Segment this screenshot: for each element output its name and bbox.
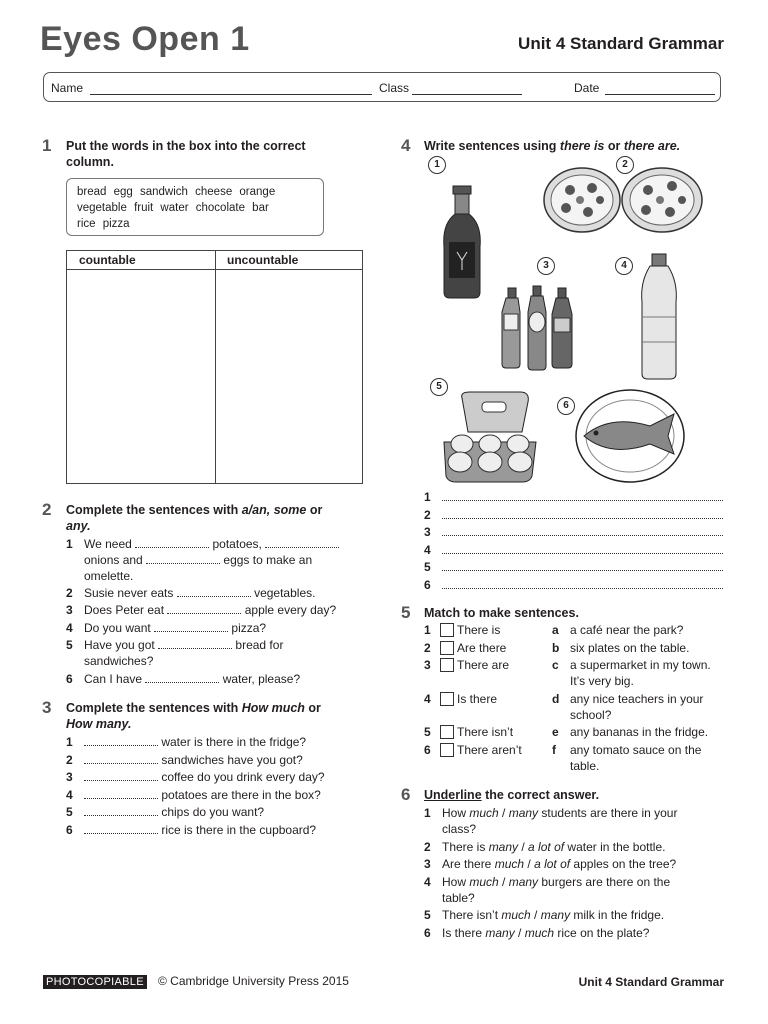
answer-option[interactable]: a lot of	[528, 839, 565, 854]
picture-number: 6	[557, 397, 575, 415]
answer-blank[interactable]	[146, 552, 220, 564]
answer-line[interactable]	[442, 542, 723, 554]
answer-option[interactable]: many	[540, 908, 571, 922]
answer-line[interactable]	[442, 489, 723, 501]
sentence-end: six plates on the table.	[570, 641, 690, 655]
answer-option[interactable]: much	[469, 874, 499, 889]
sentence-end: any bananas in the fridge.	[570, 725, 709, 739]
date-label: Date	[574, 81, 600, 95]
uncountable-header: uncountable	[227, 253, 299, 267]
s6-item: 6 Is there many / much rice on the plate?	[424, 925, 650, 940]
word-box-line: rice pizza	[77, 218, 130, 230]
answer-option[interactable]: a lot of	[534, 857, 571, 871]
s4-answer-row	[424, 542, 724, 560]
section-6-title: Underline the correct answer.	[424, 788, 600, 802]
s4-answer-row	[424, 524, 724, 542]
sentence-end: any tomato sauce on the table.	[570, 743, 702, 773]
line-number: 5	[424, 560, 431, 574]
unit-heading: Unit 4 Standard Grammar	[518, 34, 724, 53]
answer-line[interactable]	[442, 524, 723, 536]
answer-blank[interactable]	[158, 637, 232, 649]
s4-answer-row	[424, 507, 724, 525]
sentence-start: There are	[457, 658, 510, 672]
s4-answer-row	[424, 577, 724, 595]
answer-blank[interactable]	[84, 822, 158, 834]
answer-option[interactable]: much	[494, 857, 525, 871]
pizza-illustration	[544, 168, 620, 232]
food-illustrations	[420, 152, 720, 492]
line-number: 1	[424, 490, 431, 504]
countable-column[interactable]	[67, 270, 215, 484]
section-5-number: 5	[401, 603, 411, 622]
uncountable-column[interactable]	[216, 270, 363, 484]
section-5-title: Match to make sentences.	[424, 606, 579, 620]
section-3-list	[66, 734, 366, 840]
s2-item: 3 Does Peter eat apple every day?	[66, 603, 337, 617]
s4-answer-row	[424, 559, 724, 577]
option-letter: e	[552, 725, 559, 739]
section-4-number: 4	[401, 136, 411, 155]
item-text: sandwiches have you got?	[161, 752, 303, 767]
item-text: coffee do you drink every day?	[161, 770, 325, 785]
picture-number: 4	[615, 257, 633, 275]
s2-item: 6 Can I have water, please?	[66, 672, 301, 686]
answer-option[interactable]: many	[508, 874, 539, 889]
section-2-title: Complete the sentences with a/an, some or any.	[66, 503, 323, 533]
s3-item	[66, 822, 366, 840]
item-text: potatoes are there in the box?	[161, 787, 321, 802]
item-number: 4	[66, 787, 73, 802]
item-number: 6	[424, 925, 431, 940]
sentence-start: There isn’t	[457, 725, 514, 739]
section-6-list	[424, 805, 724, 942]
sentence-start: There aren’t	[457, 743, 522, 757]
class-field[interactable]	[412, 94, 522, 95]
s6-item: 2 There is many / a lot of water in the bottle.	[424, 839, 666, 854]
answer-option[interactable]: many	[485, 925, 515, 940]
answer-checkbox[interactable]	[440, 623, 454, 637]
item-text: water is there in the fridge?	[161, 735, 307, 749]
item-number: 4	[424, 874, 431, 889]
sentence-start: There is	[457, 623, 501, 637]
item-number: 5	[424, 725, 431, 739]
answer-blank[interactable]	[84, 752, 158, 764]
answer-checkbox[interactable]	[440, 692, 454, 706]
answer-blank[interactable]	[84, 804, 158, 816]
section-1-title: Put the words in the box into the correct column.	[66, 139, 306, 169]
item-text: chips do you want?	[161, 805, 265, 820]
name-field[interactable]	[90, 94, 372, 95]
pizza-illustration	[622, 168, 702, 232]
s3-item	[66, 734, 366, 752]
answer-option[interactable]: much	[524, 925, 555, 940]
answer-option[interactable]: many	[508, 806, 539, 820]
section-6-number: 6	[401, 785, 411, 804]
fish-on-plate-illustration	[576, 390, 684, 482]
s3-item	[66, 752, 366, 770]
item-number: 6	[424, 743, 431, 757]
sentence-start: Are there	[457, 641, 507, 655]
item-number: 5	[66, 805, 73, 820]
answer-line[interactable]	[442, 507, 723, 519]
egg-carton-illustration	[444, 392, 536, 482]
line-number: 2	[424, 507, 431, 522]
s2-item: 2 Susie never eats vegetables.	[66, 586, 316, 600]
answer-checkbox[interactable]	[440, 658, 454, 672]
s6-item: 5 There isn’t much / many milk in the fridge.	[424, 908, 665, 922]
name-label: Name	[51, 81, 84, 95]
word-box	[66, 178, 324, 236]
s2-item: 1 We need potatoes, onions and eggs to make an omelette.	[66, 536, 366, 584]
item-number: 1	[424, 623, 431, 637]
item-number: 4	[424, 692, 431, 706]
item-number: 3	[424, 658, 431, 672]
answer-blank[interactable]	[145, 671, 219, 683]
s3-item	[66, 787, 366, 805]
option-letter: c	[552, 658, 559, 672]
answer-line[interactable]	[442, 577, 723, 589]
s6-item: 1 How much / many students are there in your class?	[424, 806, 678, 836]
item-number: 1	[424, 806, 431, 820]
footer-unit-label: Unit 4 Standard Grammar	[578, 975, 724, 989]
option-letter: a	[552, 623, 559, 637]
worksheet-title: Eyes Open 1	[40, 20, 250, 58]
answer-blank[interactable]	[265, 536, 339, 548]
picture-number: 3	[537, 257, 555, 275]
item-number: 3	[66, 770, 73, 785]
answer-blank[interactable]	[84, 787, 158, 799]
section-1-number: 1	[42, 136, 52, 155]
answer-checkbox[interactable]	[440, 725, 454, 739]
s6-item: 3 Are there much / a lot of apples on the tree?	[424, 857, 677, 871]
item-number: 2	[424, 839, 431, 854]
answer-checkbox[interactable]	[440, 743, 454, 757]
answer-option[interactable]: much	[469, 806, 499, 820]
answer-line[interactable]	[442, 559, 723, 571]
word-box-line: bread egg sandwich cheese orange	[77, 186, 276, 198]
picture-number: 2	[616, 156, 634, 174]
answer-blank[interactable]	[177, 585, 251, 597]
sentence-end: a café near the park?	[570, 623, 684, 637]
item-number: 2	[424, 641, 431, 655]
class-label: Class	[379, 81, 410, 95]
countable-header: countable	[79, 253, 136, 267]
item-number: 2	[66, 752, 73, 767]
date-field[interactable]	[605, 94, 715, 95]
item-number: 1	[66, 735, 73, 749]
sentence-end: any nice teachers in your school?	[570, 692, 704, 722]
answer-blank[interactable]	[84, 734, 158, 746]
line-number: 4	[424, 542, 431, 557]
option-letter: d	[552, 692, 560, 706]
line-number: 6	[424, 577, 431, 592]
sentence-end: a supermarket in my town. It’s very big.	[570, 658, 711, 688]
answer-blank[interactable]	[135, 536, 209, 548]
word-box-line: vegetable fruit water chocolate bar	[77, 202, 269, 214]
answer-blank[interactable]	[167, 602, 241, 614]
s4-answer-row	[424, 489, 724, 507]
picture-number: 1	[428, 156, 446, 174]
line-number: 3	[424, 525, 431, 539]
picture-number: 5	[430, 378, 448, 396]
section-4-answer-lines	[424, 489, 724, 594]
answer-blank[interactable]	[84, 769, 158, 781]
section-3-number: 3	[42, 698, 52, 717]
water-bottle-illustration	[642, 254, 677, 379]
s2-item: 4 Do you want pizza?	[66, 621, 267, 635]
item-text: rice is there in the cupboard?	[161, 822, 317, 837]
section-3-title: Complete the sentences with How much or How many.	[66, 701, 321, 731]
s6-item: 4 How much / many burgers are there on the table?	[424, 874, 671, 905]
wine-bottle-illustration	[444, 186, 481, 298]
item-number: 3	[424, 857, 431, 871]
s3-item	[66, 804, 366, 822]
soft-drink-bottles-illustration	[502, 286, 572, 370]
copyright-text: © Cambridge University Press 2015	[158, 974, 349, 988]
photocopiable-badge: PHOTOCOPIABLE	[43, 975, 147, 989]
item-number: 6	[66, 822, 73, 837]
countable-uncountable-table	[66, 250, 363, 484]
answer-option[interactable]: many	[488, 839, 519, 854]
item-number: 5	[424, 908, 431, 922]
option-letter: f	[552, 743, 556, 757]
s2-item: 5 Have you got bread for sandwiches?	[66, 638, 284, 668]
section-4-title: Write sentences using there is or there are.	[424, 139, 681, 153]
s3-item	[66, 769, 366, 787]
answer-checkbox[interactable]	[440, 641, 454, 655]
section-5-match-list	[424, 622, 724, 772]
answer-option[interactable]: much	[501, 908, 531, 922]
option-letter: b	[552, 641, 560, 655]
section-2-number: 2	[42, 500, 52, 519]
sentence-start: Is there	[457, 692, 498, 706]
answer-blank[interactable]	[154, 620, 228, 632]
